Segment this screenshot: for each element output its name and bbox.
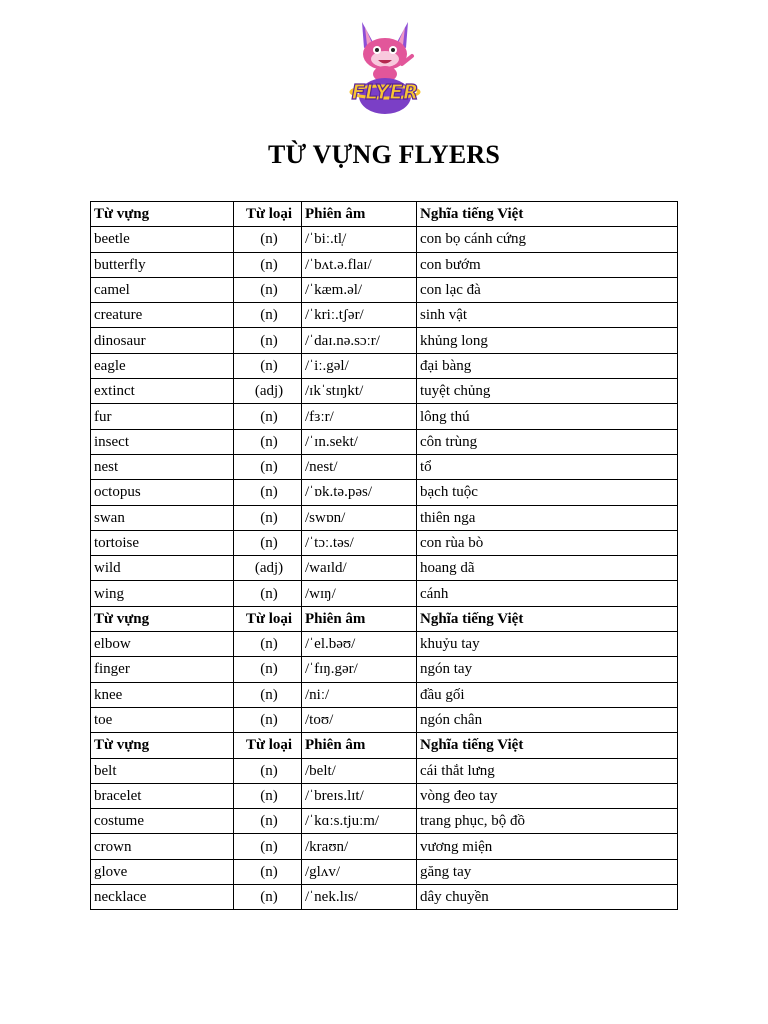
pronunciation-cell: /ˈɒk.tə.pəs/ <box>302 480 417 505</box>
word-cell: glove <box>91 859 234 884</box>
meaning-cell: ngón tay <box>417 657 678 682</box>
word-cell: eagle <box>91 353 234 378</box>
table-row <box>91 252 678 277</box>
table-row <box>91 707 678 732</box>
meaning-cell: vương miện <box>417 834 678 859</box>
part-of-speech-cell: (n) <box>234 227 302 252</box>
part-of-speech-cell: (adj) <box>234 556 302 581</box>
column-header: Phiên âm <box>302 606 417 631</box>
column-header: Từ vựng <box>91 733 234 758</box>
table-row <box>91 809 678 834</box>
meaning-cell: lông thú <box>417 404 678 429</box>
table-header-row <box>91 733 678 758</box>
part-of-speech-cell: (n) <box>234 530 302 555</box>
word-cell: elbow <box>91 632 234 657</box>
pronunciation-cell: /ˈtɔː.təs/ <box>302 530 417 555</box>
flyer-mascot-icon <box>340 14 430 118</box>
part-of-speech-cell: (n) <box>234 783 302 808</box>
word-cell: finger <box>91 657 234 682</box>
word-cell: tortoise <box>91 530 234 555</box>
meaning-cell: găng tay <box>417 859 678 884</box>
pronunciation-cell: /belt/ <box>302 758 417 783</box>
word-cell: creature <box>91 303 234 328</box>
table-row <box>91 404 678 429</box>
vocabulary-table <box>90 201 678 910</box>
word-cell: costume <box>91 809 234 834</box>
meaning-cell: cái thắt lưng <box>417 758 678 783</box>
table-row <box>91 277 678 302</box>
meaning-cell: con bọ cánh cứng <box>417 227 678 252</box>
word-cell: butterfly <box>91 252 234 277</box>
meaning-cell: dây chuyền <box>417 885 678 910</box>
table-row <box>91 581 678 606</box>
meaning-cell: cánh <box>417 581 678 606</box>
meaning-cell: vòng đeo tay <box>417 783 678 808</box>
part-of-speech-cell: (n) <box>234 632 302 657</box>
meaning-cell: thiên nga <box>417 505 678 530</box>
meaning-cell: sinh vật <box>417 303 678 328</box>
part-of-speech-cell: (n) <box>234 885 302 910</box>
word-cell: necklace <box>91 885 234 910</box>
table-row <box>91 429 678 454</box>
pronunciation-cell: /ˈɪn.sekt/ <box>302 429 417 454</box>
table-row <box>91 758 678 783</box>
meaning-cell: côn trùng <box>417 429 678 454</box>
pronunciation-cell: /ˈkɑːs.tjuːm/ <box>302 809 417 834</box>
word-cell: swan <box>91 505 234 530</box>
column-header: Nghĩa tiếng Việt <box>417 733 678 758</box>
word-cell: crown <box>91 834 234 859</box>
column-header: Từ vựng <box>91 606 234 631</box>
table-row <box>91 379 678 404</box>
table-row <box>91 353 678 378</box>
part-of-speech-cell: (n) <box>234 429 302 454</box>
pronunciation-cell: /ˈiː.gəl/ <box>302 353 417 378</box>
meaning-cell: hoang dã <box>417 556 678 581</box>
part-of-speech-cell: (n) <box>234 454 302 479</box>
meaning-cell: trang phục, bộ đồ <box>417 809 678 834</box>
meaning-cell: ngón chân <box>417 707 678 732</box>
pronunciation-cell: /ˈbʌt.ə.flaɪ/ <box>302 252 417 277</box>
word-cell: bracelet <box>91 783 234 808</box>
pronunciation-cell: /nest/ <box>302 454 417 479</box>
column-header: Nghĩa tiếng Việt <box>417 202 678 227</box>
meaning-cell: khủng long <box>417 328 678 353</box>
part-of-speech-cell: (n) <box>234 859 302 884</box>
meaning-cell: bạch tuộc <box>417 480 678 505</box>
part-of-speech-cell: (n) <box>234 809 302 834</box>
pronunciation-cell: /ˈkæm.əl/ <box>302 277 417 302</box>
pronunciation-cell: /ˈfɪŋ.gər/ <box>302 657 417 682</box>
pronunciation-cell: /niː/ <box>302 682 417 707</box>
part-of-speech-cell: (adj) <box>234 379 302 404</box>
table-row <box>91 556 678 581</box>
word-cell: extinct <box>91 379 234 404</box>
pronunciation-cell: /ˈbiː.tl̩/ <box>302 227 417 252</box>
part-of-speech-cell: (n) <box>234 328 302 353</box>
meaning-cell: con rùa bò <box>417 530 678 555</box>
flyer-logo <box>340 14 430 118</box>
table-row <box>91 454 678 479</box>
pronunciation-cell: /ˈkriː.tʃər/ <box>302 303 417 328</box>
table-header-row <box>91 202 678 227</box>
pronunciation-cell: /ˈel.bəʊ/ <box>302 632 417 657</box>
part-of-speech-cell: (n) <box>234 353 302 378</box>
pronunciation-cell: /waɪld/ <box>302 556 417 581</box>
table-row <box>91 682 678 707</box>
pronunciation-cell: /ɪkˈstɪŋkt/ <box>302 379 417 404</box>
word-cell: dinosaur <box>91 328 234 353</box>
column-header: Phiên âm <box>302 733 417 758</box>
word-cell: beetle <box>91 227 234 252</box>
table-row <box>91 834 678 859</box>
pronunciation-cell: /glʌv/ <box>302 859 417 884</box>
word-cell: fur <box>91 404 234 429</box>
word-cell: camel <box>91 277 234 302</box>
meaning-cell: tổ <box>417 454 678 479</box>
table-row <box>91 303 678 328</box>
column-header: Từ vựng <box>91 202 234 227</box>
part-of-speech-cell: (n) <box>234 277 302 302</box>
pronunciation-cell: /toʊ/ <box>302 707 417 732</box>
meaning-cell: đại bàng <box>417 353 678 378</box>
part-of-speech-cell: (n) <box>234 657 302 682</box>
part-of-speech-cell: (n) <box>234 758 302 783</box>
svg-text:FLYER: FLYER <box>351 80 419 104</box>
meaning-cell: con lạc đà <box>417 277 678 302</box>
word-cell: toe <box>91 707 234 732</box>
part-of-speech-cell: (n) <box>234 404 302 429</box>
pronunciation-cell: /ˈbreɪs.lɪt/ <box>302 783 417 808</box>
column-header: Phiên âm <box>302 202 417 227</box>
word-cell: insect <box>91 429 234 454</box>
pronunciation-cell: /fɜːr/ <box>302 404 417 429</box>
column-header: Nghĩa tiếng Việt <box>417 606 678 631</box>
part-of-speech-cell: (n) <box>234 834 302 859</box>
meaning-cell: đầu gối <box>417 682 678 707</box>
pronunciation-cell: /swɒn/ <box>302 505 417 530</box>
part-of-speech-cell: (n) <box>234 682 302 707</box>
word-cell: belt <box>91 758 234 783</box>
table-row <box>91 859 678 884</box>
part-of-speech-cell: (n) <box>234 303 302 328</box>
part-of-speech-cell: (n) <box>234 252 302 277</box>
pronunciation-cell: /kraʊn/ <box>302 834 417 859</box>
part-of-speech-cell: (n) <box>234 480 302 505</box>
meaning-cell: con bướm <box>417 252 678 277</box>
column-header: Từ loại <box>234 606 302 631</box>
table-row <box>91 783 678 808</box>
part-of-speech-cell: (n) <box>234 505 302 530</box>
table-row <box>91 505 678 530</box>
part-of-speech-cell: (n) <box>234 707 302 732</box>
table-row <box>91 480 678 505</box>
pronunciation-cell: /ˈdaɪ.nə.sɔːr/ <box>302 328 417 353</box>
meaning-cell: tuyệt chủng <box>417 379 678 404</box>
column-header: Từ loại <box>234 202 302 227</box>
pronunciation-cell: /ˈnek.lɪs/ <box>302 885 417 910</box>
table-row <box>91 632 678 657</box>
word-cell: octopus <box>91 480 234 505</box>
pronunciation-cell: /wɪŋ/ <box>302 581 417 606</box>
part-of-speech-cell: (n) <box>234 581 302 606</box>
table-row <box>91 530 678 555</box>
word-cell: knee <box>91 682 234 707</box>
column-header: Từ loại <box>234 733 302 758</box>
meaning-cell: khuỷu tay <box>417 632 678 657</box>
word-cell: wing <box>91 581 234 606</box>
table-row <box>91 328 678 353</box>
word-cell: wild <box>91 556 234 581</box>
page-title: TỪ VỰNG FLYERS <box>267 140 501 169</box>
table-row <box>91 885 678 910</box>
table-row <box>91 227 678 252</box>
word-cell: nest <box>91 454 234 479</box>
table-header-row <box>91 606 678 631</box>
table-row <box>91 657 678 682</box>
